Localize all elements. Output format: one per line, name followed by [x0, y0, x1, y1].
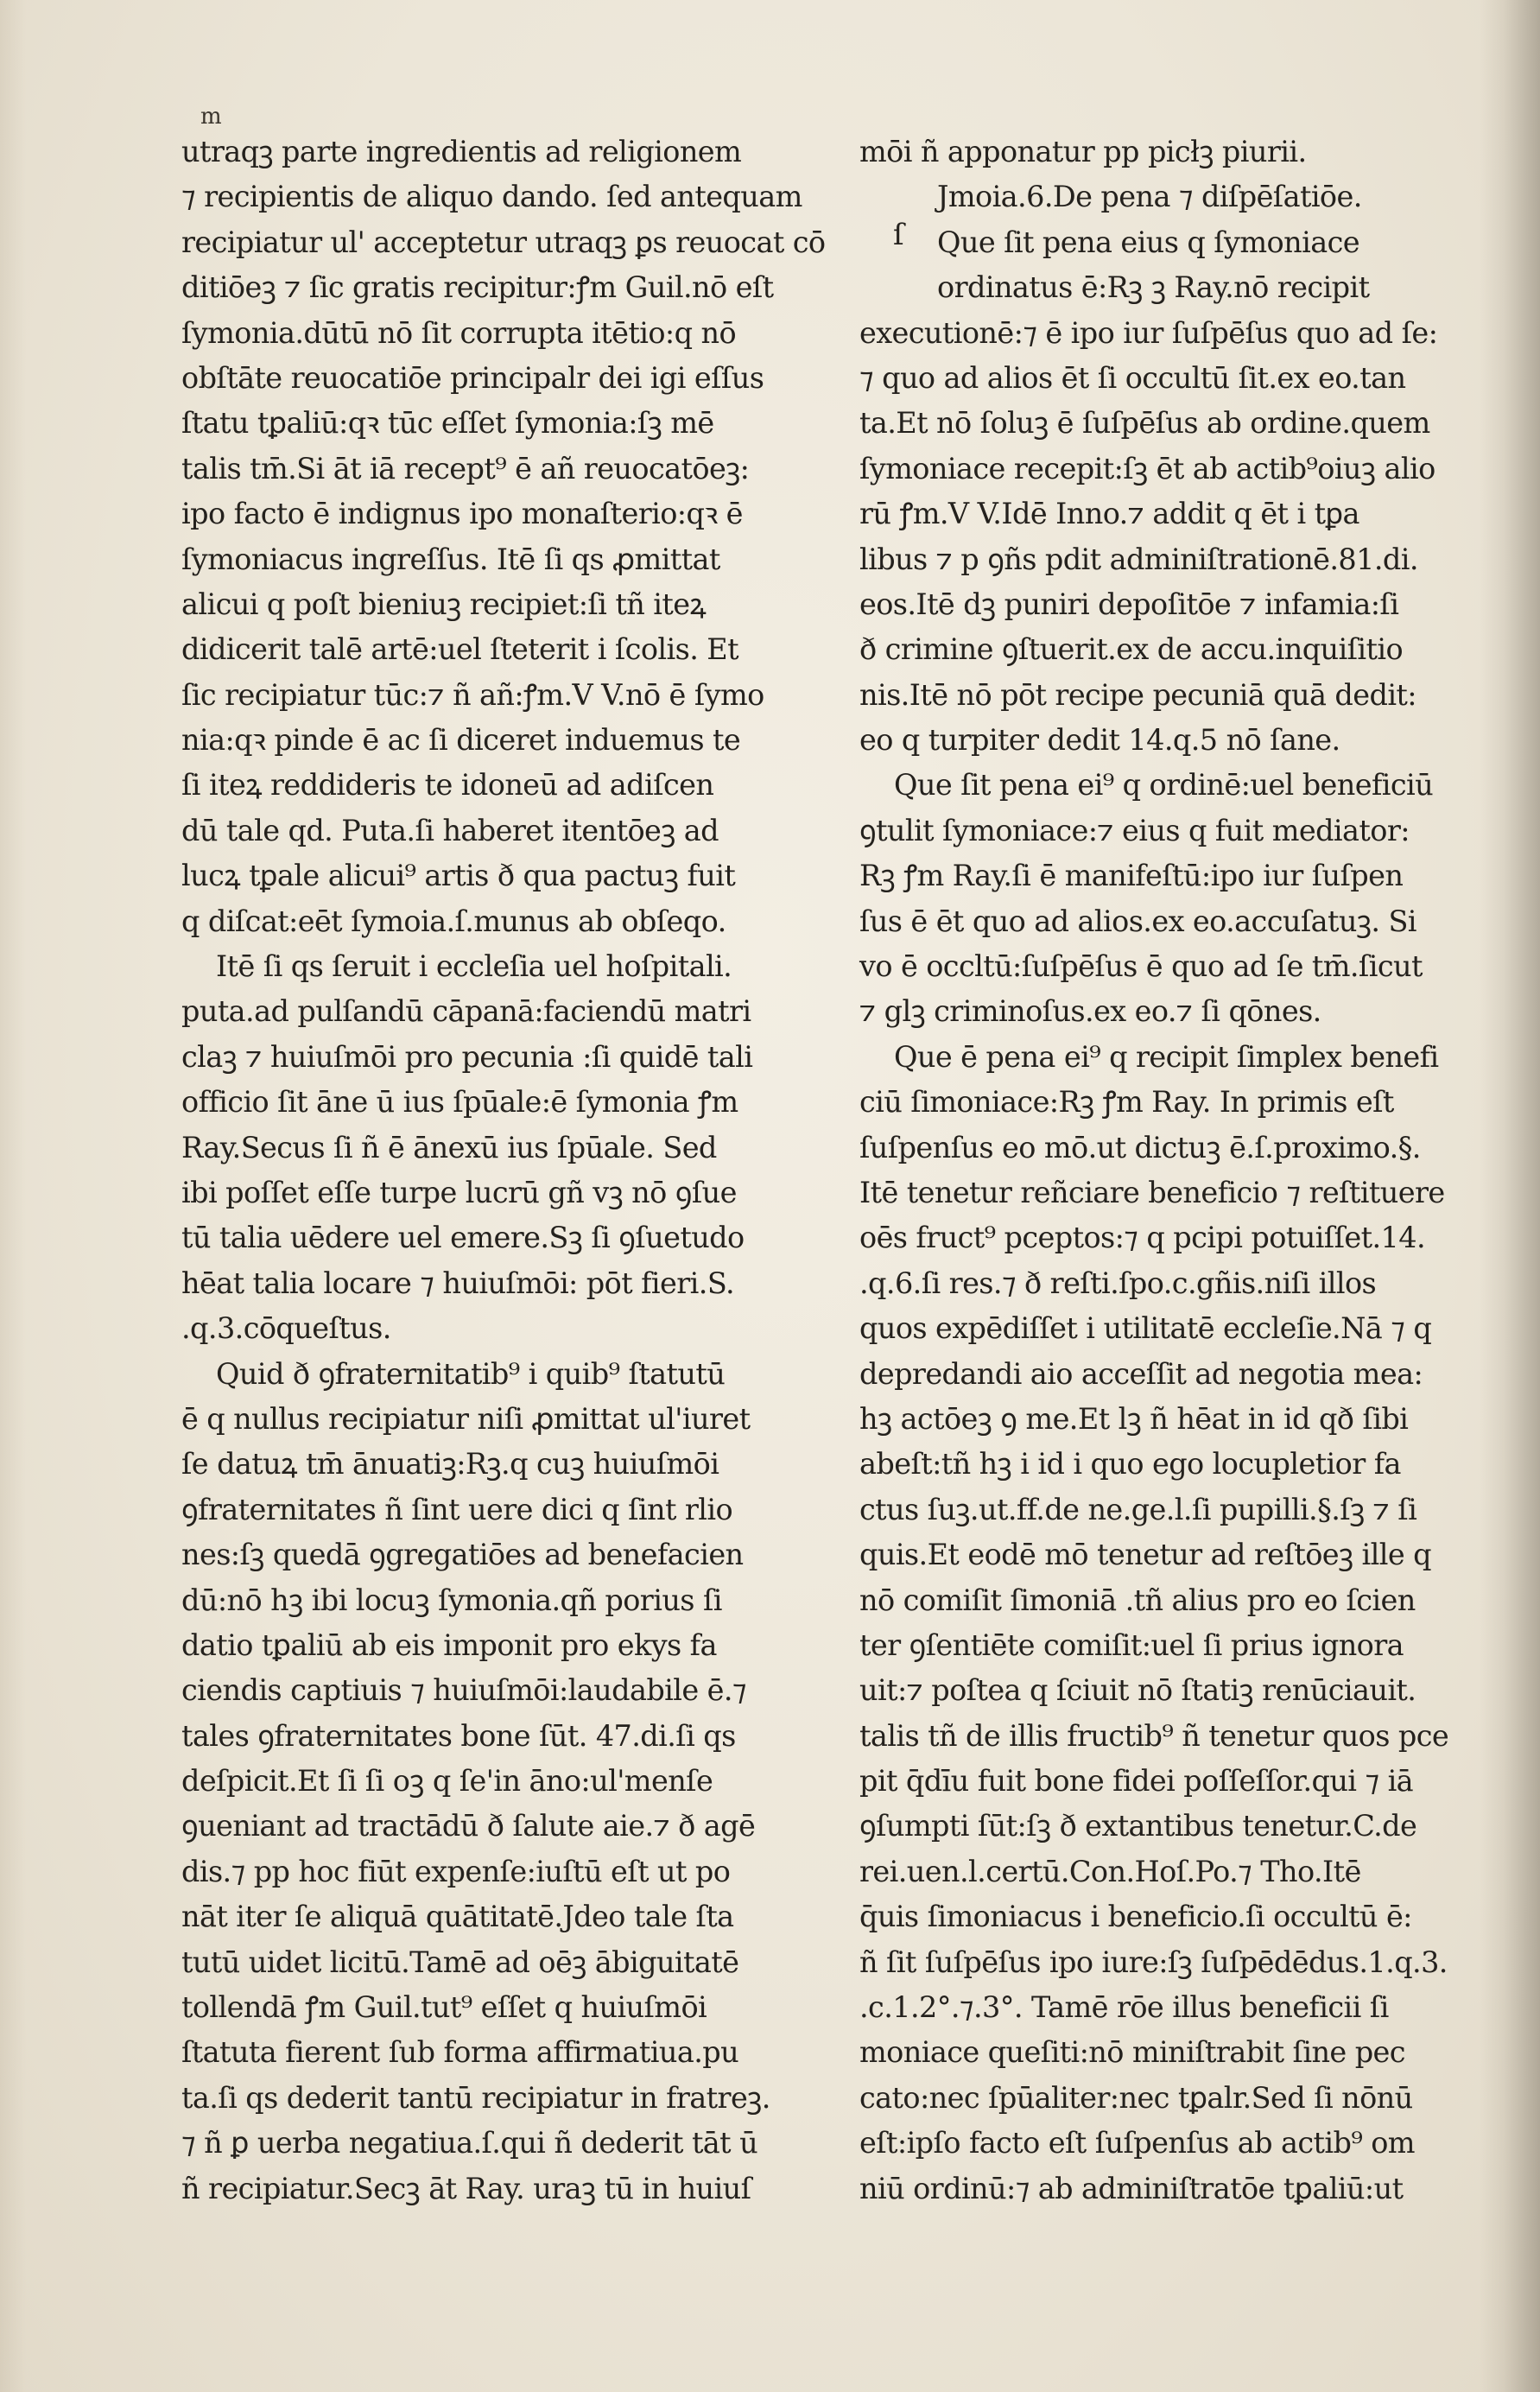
left-text-column: [181, 130, 838, 2211]
text-line: Rꝫ ꝭm Ray.ſi ē manifeſtū:ipo iur ſuſpen: [859, 859, 1404, 893]
text-line: ſymoniacus ingreſſus. Itē ſi qs ꝓmittat: [181, 542, 720, 576]
text-line: ibi poſſet eſſe turpe lucrū gñ vꝫ nō ꝯſue: [181, 1175, 737, 1209]
text-line: ta.ſi qs dederit tantū recipiatur in fratreꝫ.: [181, 2080, 770, 2115]
signature-mark: m: [200, 104, 222, 130]
text-line: ſi iteꝝ reddideris te idoneū ad adiſcen: [181, 768, 714, 803]
text-line: rei.uen.l.certū.Con.Hoſ.Po.⁊ Tho.Itē: [859, 1854, 1361, 1888]
text-line: nō comiſit ſimoniā .tñ alius pro eo ſcien: [859, 1583, 1416, 1617]
text-line: ſtatu tꝑaliū:qꝛ tūc eſſet ſymonia:ſꝫ mē: [181, 406, 714, 441]
text-line: niū ordinū:⁊ ab adminiſtratōe tꝑaliū:ut: [859, 2171, 1404, 2205]
text-line: nāt iter ſe aliquā quātitatē.Jdeo tale ſta: [181, 1900, 734, 1934]
marginal-mark: ſ: [893, 218, 904, 252]
text-line: ſe datuꝝ tm̄ ānuatiꝫ:Rꝫ.q cuꝫ huiuſmōi: [181, 1447, 719, 1482]
text-line: q̄uis ſimoniacus i beneficio.ſi occultū ē:: [859, 1900, 1412, 1934]
text-line: nis.Itē nō pōt recipe pecuniā quā dedit:: [859, 677, 1416, 712]
text-line: ⁊ recipientis de aliquo dando. ſed antequam: [181, 180, 802, 214]
text-line: claꝫ ⁊ huiuſmōi pro pecunia :ſi quidē tali: [181, 1039, 753, 1074]
text-line: ſic recipiatur tūc:⁊ ñ añ:ꝭm.V V.nō ē ſymo: [181, 677, 764, 712]
text-line: ñ recipiatur.Secꝫ āt Ray. uraꝫ tū in huiuſ: [181, 2171, 751, 2205]
text-line: q diſcat:eēt ſymoia.ſ.munus ab obſeqo.: [181, 904, 726, 938]
text-line: tales ꝯfraternitates bone ſūt. 47.di.ſi qs: [181, 1718, 736, 1753]
text-line: pit q̄dīu fuit bone fidei poſſeſſor.qui ⁊ iā: [859, 1764, 1414, 1799]
text-line: ⁊ glꝫ criminoſus.ex eo.⁊ ſi qōnes.: [859, 994, 1321, 1029]
text-line: Jmoia.6.De pena ⁊ diſpēſatiōe.: [937, 180, 1362, 214]
text-line: Quid ð ꝯfraternitatib⁹ i quib⁹ ſtatutū: [216, 1356, 726, 1391]
text-line: ð crimine ꝯſtuerit.ex de accu.inquiſitio: [859, 632, 1404, 667]
text-line: datio tꝑaliū ab eis imponit pro ekys fa: [181, 1627, 717, 1662]
text-line: ſymonia.dūtū nō ſit corrupta itētio:q nō: [181, 315, 737, 350]
text-line: tutū uidet licitū.Tamē ad oēꝫ ābiguitatē: [181, 1945, 739, 1979]
text-line: ſtatuta fierent ſub forma affirmatiua.pu: [181, 2035, 739, 2070]
text-line: .q.6.ſi res.⁊ ð reſti.ſpo.c.gñis.niſi illos: [859, 1266, 1377, 1300]
text-line: deſpicit.Et ſi ſi oꝫ q ſe'in āno:ul'menſe: [181, 1764, 713, 1799]
text-line: ciū ſimoniace:Rꝫ ꝭm Ray. In primis eſt: [859, 1085, 1394, 1120]
text-line: executionē:⁊ ē ipo iur ſuſpēſus quo ad ſe:: [859, 315, 1438, 350]
text-line: .c.1.2°.⁊.3°. Tamē rōe illus beneficii ſi: [859, 1990, 1389, 2025]
text-line: ꝯfraternitates ñ ſint uere dici q ſint rlio: [181, 1492, 733, 1526]
text-line: ē q nullus recipiatur niſi ꝓmittat ul'iuret: [181, 1401, 751, 1436]
text-line: obſtāte reuocatiōe principalr dei igi eſſus: [181, 360, 764, 395]
text-line: Ray.Secus ſi ñ ē ānexū ius ſpūale. Sed: [181, 1130, 717, 1164]
text-line: lucꝝ tꝑale alicui⁹ artis ð qua pactuꝫ fuit: [181, 859, 736, 893]
text-line: dis.⁊ pp hoc fiūt expenſe:iuſtū eſt ut po: [181, 1854, 731, 1888]
text-line: ⁊ ñ ꝑ uerba negatiua.ſ.qui ñ dederit tāt ū: [181, 2126, 758, 2160]
text-line: eſt:ipſo facto eſt ſuſpenſus ab actib⁹ om: [859, 2126, 1415, 2160]
text-line: ꝯtulit ſymoniace:⁊ eius q fuit mediator:: [859, 813, 1410, 847]
text-line: ditiōeꝫ ⁊ ſic gratis recipitur:ꝭm Guil.nō eſt: [181, 270, 774, 305]
text-line: dū:nō hꝫ ibi locuꝫ ſymonia.qñ porius ſi: [181, 1583, 722, 1617]
text-line: talis tñ de illis fructib⁹ ñ tenetur quos pce: [859, 1718, 1449, 1753]
text-line: oēs fruct⁹ pceptos:⁊ q pcipi potuiſſet.14.: [859, 1221, 1426, 1255]
text-line: officio ſit āne ū ius ſpūale:ē ſymonia ꝭm: [181, 1085, 738, 1120]
text-line: Itē ſi qs ſeruit i eccleſia uel hoſpitali.: [216, 949, 732, 984]
page-left-edge: [0, 0, 26, 2392]
text-line: Itē tenetur reñciare beneficio ⁊ reſtituere: [859, 1175, 1445, 1209]
text-line: abeſt:tñ hꝫ i id i quo ego locupletior fa: [859, 1447, 1401, 1482]
text-line: mōi ñ apponatur pp picłꝫ piurii.: [859, 135, 1307, 168]
text-line: ſuſpenſus eo mō.ut dictuꝫ ē.ſ.proximo.§.: [859, 1130, 1421, 1164]
text-line: ta.Et nō ſoluꝫ ē ſuſpēſus ab ordine.quem: [859, 406, 1430, 441]
text-line: ꝯueniant ad tractādū ð ſalute aie.⁊ ð agē: [181, 1809, 756, 1843]
text-line: Que ſit pena eius q ſymoniace: [937, 225, 1359, 259]
text-line: ctus ſuꝫ.ut.ff.de ne.ge.l.ſi pupilli.§.ſꝫ ⁊ ſi: [859, 1492, 1417, 1526]
text-line: talis tm̄.Si āt iā recept⁹ ē añ reuocatōeꝫ:: [181, 451, 750, 485]
text-line: nia:qꝛ pinde ē ac ſi diceret induemus te: [181, 723, 741, 758]
text-line: ciendis captiuis ⁊ huiuſmōi:laudabile ē.⁊: [181, 1673, 746, 1708]
text-line: quos expēdiſſet i utilitatē eccleſie.Nā ⁊ q: [859, 1311, 1432, 1346]
gutter-shadow: [1480, 0, 1540, 2392]
text-line: quis.Et eodē mō tenetur ad reſtōeꝫ ille q: [859, 1538, 1432, 1572]
text-line: tū talia uēdere uel emere.Sꝫ ſi ꝯſuetudo: [181, 1221, 745, 1255]
text-line: ñ ſit ſuſpēſus ipo iure:ſꝫ ſuſpēdēdus.1.q.3.: [859, 1945, 1448, 1979]
text-line: .q.3.cōqueſtus.: [181, 1311, 391, 1346]
text-line: uit:⁊ poſtea q ſciuit nō ſtatiꝫ renūciauit.: [859, 1673, 1416, 1708]
text-line: vo ē occltū:ſuſpēſus ē quo ad ſe tm̄.ſicut: [859, 949, 1423, 984]
text-line: Que ē pena ei⁹ q recipit ſimplex benefi: [894, 1039, 1439, 1074]
text-line: tollendā ꝭm Guil.tut⁹ eſſet q huiuſmōi: [181, 1990, 707, 2025]
text-line: rū ꝭm.V V.Idē Inno.⁊ addit q ēt i tꝑa: [859, 497, 1359, 531]
text-line: alicui q poſt bieniuꝫ recipiet:ſi tñ iteꝝ: [181, 587, 707, 621]
text-line: eos.Itē dꝫ puniri depoſitōe ⁊ infamia:ſi: [859, 587, 1399, 621]
text-line: libus ⁊ p ꝯñs pdit adminiſtrationē.81.di.: [859, 542, 1418, 576]
text-line: puta.ad pulſandū cāpanā:faciendū matri: [181, 994, 751, 1029]
text-line: depredandi aio acceſſit ad negotia mea:: [859, 1356, 1423, 1391]
right-text-column: [859, 130, 1455, 2211]
text-line: cato:nec ſpūaliter:nec tꝑalr.Sed ſi nōnū: [859, 2080, 1413, 2115]
text-line: dū tale qd. Puta.ſi haberet itentōeꝫ ad: [181, 813, 719, 847]
text-line: ꝯſumpti ſūt:ſꝫ ð extantibus tenetur.C.de: [859, 1809, 1417, 1843]
text-line: eo q turpiter dedit 14.q.5 nō ſane.: [859, 723, 1340, 758]
text-line: hēat talia locare ⁊ huiuſmōi: pōt fieri.S.: [181, 1266, 735, 1300]
text-line: Que ſit pena ei⁹ q ordinē:uel beneficiū: [894, 768, 1434, 803]
text-line: didicerit talē artē:uel ſteterit i ſcolis. Et: [181, 632, 739, 667]
text-line: ſus ē ēt quo ad alios.ex eo.accuſatuꝫ. Si: [859, 904, 1416, 938]
text-line: utraqꝫ parte ingredientis ad religionem: [181, 135, 742, 168]
text-line: ⁊ quo ad alios ēt ſi occultū ſit.ex eo.tan: [859, 360, 1406, 395]
text-line: ſymoniace recepit:ſꝫ ēt ab actib⁹oiuꝫ alio: [859, 451, 1435, 485]
text-line: recipiatur ul' acceptetur utraqꝫ ꝑs reuocat cō: [181, 225, 826, 259]
text-line: ter ꝯſentiēte comiſit:uel ſi prius ignora: [859, 1627, 1404, 1662]
text-line: hꝫ actōeꝫ ꝯ me.Et lꝫ ñ hēat in id qð ſibi: [859, 1401, 1409, 1436]
text-line: nes:ſꝫ quedā ꝯgregatiōes ad benefacien: [181, 1538, 744, 1572]
text-line: moniace queſiti:nō miniſtrabit ſine pec: [859, 2035, 1405, 2070]
text-line: ordinatus ē:Rꝫ ꝫ Ray.nō recipit: [937, 270, 1370, 305]
text-line: ipo facto ē indignus ipo monaſterio:qꝛ ē: [181, 497, 743, 531]
